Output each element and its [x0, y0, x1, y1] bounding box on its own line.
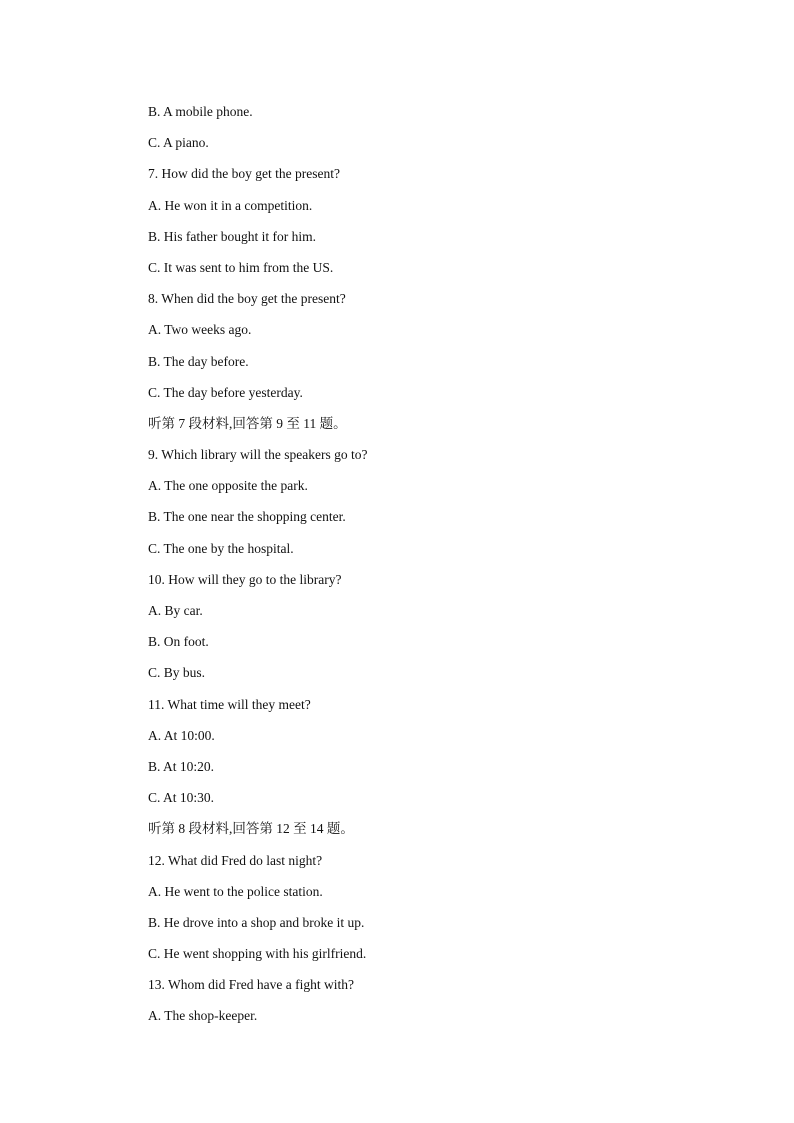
option-line: B. At 10:20. [148, 758, 215, 774]
option-line: B. He drove into a shop and broke it up. [148, 914, 365, 930]
option-line: A. At 10:00. [148, 727, 215, 743]
option-line: A. Two weeks ago. [148, 322, 252, 338]
option-line: B. On foot. [148, 634, 209, 650]
question-line: 10. How will they go to the library? [148, 571, 342, 587]
option-line: B. His father bought it for him. [148, 228, 316, 244]
question-line: 12. What did Fred do last night? [148, 852, 323, 868]
option-line: A. By car. [148, 603, 203, 618]
option-line: A. He went to the police station. [148, 883, 323, 899]
section-instruction: 听第 7 段材料,回答第 9 至 11 题。 [148, 415, 347, 431]
question-line: 13. Whom did Fred have a fight with? [148, 977, 354, 993]
option-line: C. A piano. [148, 135, 209, 151]
option-line: B. A mobile phone. [148, 104, 253, 119]
question-line: 11. What time will they meet? [148, 696, 311, 712]
question-line: 7. How did the boy get the present? [148, 166, 340, 182]
option-line: C. The day before yesterday. [148, 384, 303, 400]
option-line: A. He won it in a competition. [148, 197, 313, 213]
option-line: C. It was sent to him from the US. [148, 259, 334, 275]
option-line: C. At 10:30. [148, 790, 215, 806]
question-line: 8. When did the boy get the present? [148, 291, 346, 307]
option-line: A. The one opposite the park. [148, 478, 308, 494]
section-instruction: 听第 8 段材料,回答第 12 至 14 题。 [148, 821, 354, 837]
option-line: B. The day before. [148, 353, 249, 369]
question-line: 9. Which library will the speakers go to? [148, 447, 368, 463]
option-line: C. The one by the hospital. [148, 540, 294, 556]
document-body [148, 102, 708, 1038]
option-line: C. By bus. [148, 665, 206, 681]
option-line: B. The one near the shopping center. [148, 509, 346, 525]
option-line: C. He went shopping with his girlfriend. [148, 946, 367, 962]
option-line: A. The shop-keeper. [148, 1008, 258, 1024]
